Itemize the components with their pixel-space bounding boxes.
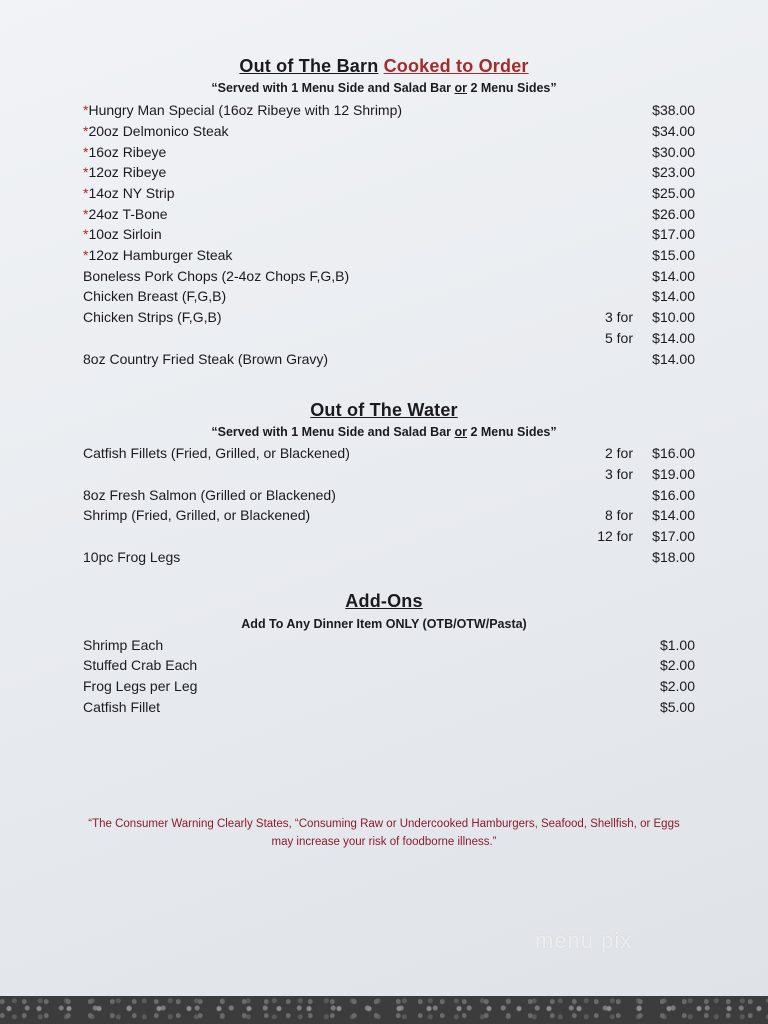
menu-item: 8oz Country Fried Steak (Brown Gravy) $14.00 [83, 351, 695, 367]
menu-item: Catfish Fillets (Fried, Grilled, or Blackened) 2 for $16.00 [83, 445, 695, 461]
menu-item: *20oz Delmonico Steak $34.00 [83, 123, 695, 139]
menu-item: 12 for $17.00 [597, 528, 695, 544]
water-heading [0, 400, 768, 421]
barn-subtitle: “Served with 1 Menu Side and Salad Bar or 2 Menu Sides” [211, 81, 557, 95]
menu-item: 5 for $14.00 [604, 330, 695, 346]
menu-item: *12oz Ribeye $23.00 [83, 164, 695, 180]
menu-item: Boneless Pork Chops (2-4oz Chops F,G,B) $14.00 [83, 268, 695, 284]
menu-item: Shrimp Each $1.00 [83, 637, 695, 653]
menu-item: Frog Legs per Leg $2.00 [83, 678, 695, 694]
addons-subtitle: Add To Any Dinner Item ONLY (OTB/OTW/Pasta) [241, 617, 527, 631]
menu-item: *24oz T-Bone $26.00 [83, 206, 695, 222]
water-title: Out of The Water [310, 400, 458, 420]
water-subtitle: “Served with 1 Menu Side and Salad Bar or 2 Menu Sides” [211, 425, 557, 439]
consumer-warning: “The Consumer Warning Clearly States, “Consuming Raw or Undercooked Hamburgers, Seafood, Shellfish, or Eggs may increase your risk of foodborne illness.” [88, 818, 680, 848]
menu-item: *10oz Sirloin $17.00 [83, 226, 695, 242]
menu-item: *12oz Hamburger Steak $15.00 [83, 247, 695, 263]
menu-item: *14oz NY Strip $25.00 [83, 185, 695, 201]
menu-item: 10pc Frog Legs $18.00 [83, 549, 695, 565]
countertop [0, 996, 768, 1024]
menu-item: 3 for $19.00 [604, 466, 695, 482]
menu-item: 8oz Fresh Salmon (Grilled or Blackened) $16.00 [83, 487, 695, 503]
menu-item: Chicken Breast (F,G,B) $14.00 [83, 288, 695, 304]
barn-title: Out of The Barn [239, 56, 379, 76]
menu-item: Stuffed Crab Each $2.00 [83, 657, 695, 673]
menu-item: Catfish Fillet $5.00 [83, 699, 695, 715]
addons-heading [0, 591, 768, 612]
barn-title-accent: Cooked to Order [383, 56, 529, 76]
menu-item: Chicken Strips (F,G,B) 3 for $10.00 [83, 309, 695, 325]
menu-item: *16oz Ribeye $30.00 [83, 144, 695, 160]
addons-title: Add-Ons [345, 591, 423, 611]
barn-heading [0, 56, 768, 77]
menu-item: *Hungry Man Special (16oz Ribeye with 12 Shrimp) $38.00 [83, 102, 695, 118]
menu-item: Shrimp (Fried, Grilled, or Blackened) 8 for $14.00 [83, 507, 695, 523]
watermark-logo: menu pix [535, 928, 633, 953]
